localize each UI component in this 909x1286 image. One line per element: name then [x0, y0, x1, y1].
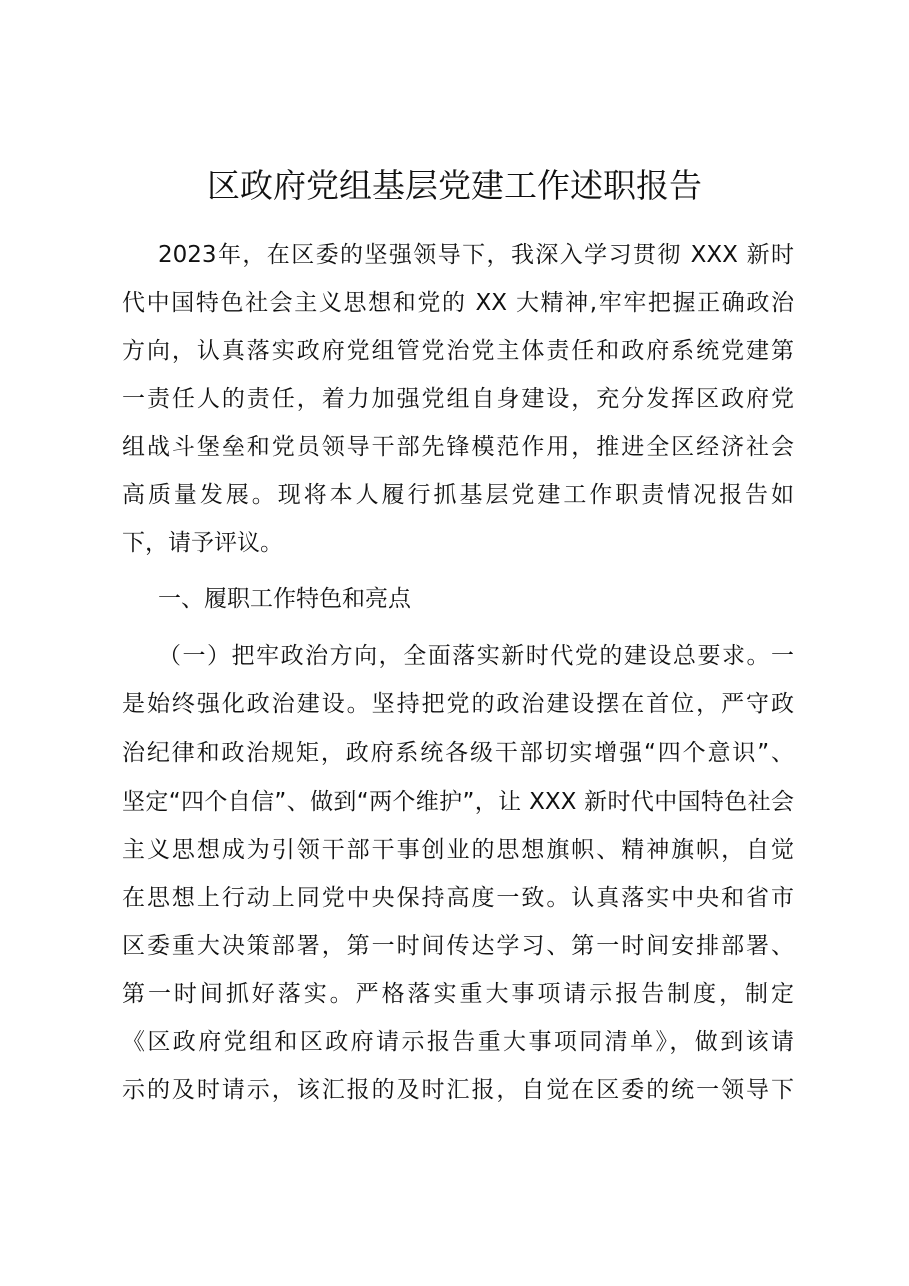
paragraph-line: 高质量发展。现将本人履行抓基层党建工作职责情况报告如 [122, 482, 794, 508]
paragraph-line: 区委重大决策部署，第一时间传达学习、第一时间安排部署、 [122, 933, 794, 959]
paragraph-line: 一责任人的责任，着力加强党组自身建设，充分发挥区政府党 [122, 386, 794, 412]
paragraph-line: 《区政府党组和区政府请示报告重大事项同清单》，做到该请 [122, 1029, 794, 1055]
paragraph-line: 下，请予评议。 [122, 530, 283, 556]
paragraph-line: 代中国特色社会主义思想和党的 XX 大精神,牢牢把握正确政治 [122, 290, 794, 316]
document-title: 区政府党组基层党建工作述职报告 [207, 166, 702, 205]
paragraph-line: 治纪律和政治规矩，政府系统各级干部切实增强“四个意识”、 [122, 740, 794, 766]
paragraph-line: 示的及时请示，该汇报的及时汇报，自觉在区委的统一领导下 [122, 1077, 794, 1103]
section-heading: 一、履职工作特色和亮点 [158, 586, 411, 612]
paragraph-line: 在思想上行动上同党中央保持高度一致。认真落实中央和省市 [122, 885, 794, 911]
paragraph-line: 主义思想成为引领干部干事创业的思想旗帜、精神旗帜，自觉 [122, 837, 794, 863]
paragraph-line: 坚定“四个自信”、做到“两个维护”，让 XXX 新时代中国特色社会 [122, 789, 794, 815]
paragraph-line: 组战斗堡垒和党员领导干部先锋模范作用，推进全区经济社会 [122, 434, 794, 460]
paragraph-line: 2023年，在区委的坚强领导下，我深入学习贯彻 XXX 新时 [158, 242, 794, 268]
paragraph-line: 第一时间抓好落实。严格落实重大事项请示报告制度，制定 [122, 981, 794, 1007]
paragraph-line: （一）把牢政治方向，全面落实新时代党的建设总要求。一 [158, 643, 794, 669]
paragraph-line: 是始终强化政治建设。坚持把党的政治建设摆在首位，严守政 [122, 691, 794, 717]
paragraph-line: 方向，认真落实政府党组管党治党主体责任和政府系统党建第 [122, 338, 794, 364]
